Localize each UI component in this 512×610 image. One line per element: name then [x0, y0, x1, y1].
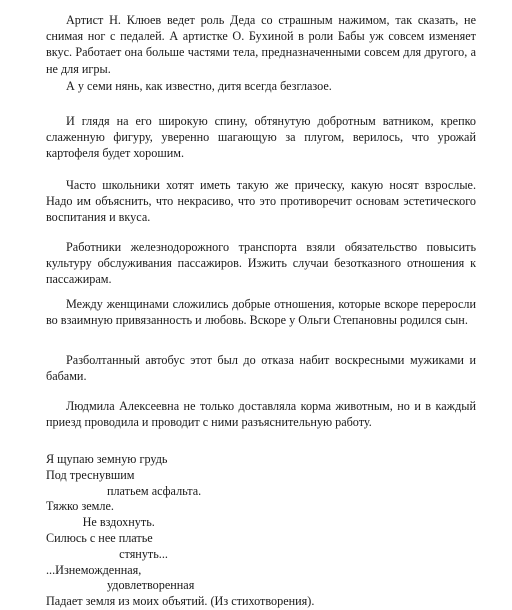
poem-line-4: Тяжко земле. — [46, 499, 114, 514]
paragraph-6 — [46, 296, 476, 328]
paragraph-3-text: И глядя на его широкую спину, обтянутую добротным ватником, крепко слаженную фигуру, уверенно шагающую за плугом, верилось, что урожай картофеля будет хорошим. — [46, 114, 476, 161]
poem-line-3: платьем асфальта. — [46, 483, 202, 498]
poem-line-5: Не вздохнуть. — [46, 515, 155, 530]
poem-line-6: Силюсь с нее платье — [46, 530, 153, 545]
paragraph-5-text: Работники железнодорожного транспорта взяли обязательство повысить культуру обслуживания пассажиров. Изжить случаи безотказного отношения к пассажирам. — [46, 240, 476, 287]
poem-line-10: Падает земля из моих объятий. (Из стихотворения). — [46, 594, 315, 609]
poem-line-7: стянуть... — [46, 546, 168, 561]
paragraph-7-text: Разболтанный автобус этот был до отказа набит воскресными мужиками и бабами. — [46, 353, 476, 384]
paragraph-6-text: Между женщинами сложились добрые отношения, которые вскоре переросли во взаимную привязанность и любовь. Вскоре у Ольги Степановны родился сын. — [46, 297, 476, 328]
poem-line-2: Под треснувшим — [46, 467, 135, 482]
paragraph-7 — [46, 352, 476, 384]
paragraph-2 — [46, 78, 476, 94]
paragraph-8 — [46, 398, 476, 430]
paragraph-8-text: Людмила Алексеевна не только доставляла корма животным, но и в каждый приезд проводила и проводит с ними разъяснительную работу. — [46, 399, 476, 430]
paragraph-5 — [46, 239, 476, 288]
paragraph-4-text: Часто школьники хотят иметь такую же прическу, какую носят взрослые. Надо им объяснить, что некрасиво, что это противоречит основам эстетического воспитания и вкуса. — [46, 178, 476, 225]
paragraph-1 — [46, 12, 476, 77]
poem-block — [46, 452, 476, 610]
paragraph-1-text: Артист Н. Клюев ведет роль Деда со страшным нажимом, так сказать, не снимая ног с педалей. А артистке О. Бухиной в роли Бабы уж совсем изменяет вкус. Работает она больше частями тела, предназначенными совсем для другого, а не для игры. — [46, 13, 476, 76]
paragraph-3 — [46, 113, 476, 162]
paragraph-4 — [46, 177, 476, 226]
poem-line-8: ...Изнеможденная, — [46, 562, 142, 577]
poem-line-1: Я щупаю земную грудь — [46, 452, 168, 466]
paragraph-2-text: А у семи нянь, как известно, дитя всегда безглазое. — [66, 79, 332, 93]
poem-line-9: удовлетворенная — [46, 578, 195, 593]
